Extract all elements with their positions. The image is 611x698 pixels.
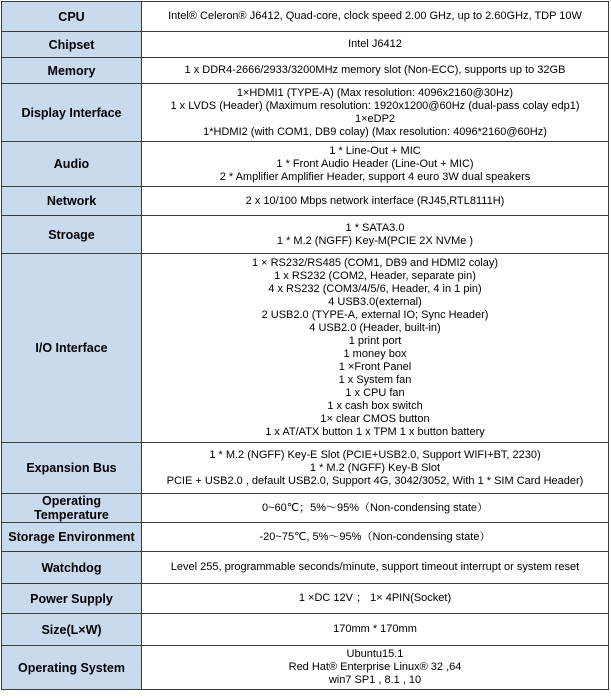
spec-label: Operating Temperature — [2, 494, 142, 523]
spec-value-line: 170mm * 170mm — [333, 623, 417, 635]
spec-row-watchdog — [2, 552, 609, 584]
spec-value — [142, 58, 609, 84]
spec-value-line: Intel® Celeron® J6412, Quad-core, clock speed 2.00 GHz, up to 2.60GHz, TDP 10W — [168, 10, 582, 22]
spec-value-line: 1 x RS232 (COM2, Header, separate pin) — [274, 270, 476, 282]
spec-value-line: 1 * M.2 (NGFF) Key-B Slot — [309, 461, 441, 474]
spec-row-audio — [2, 142, 609, 187]
spec-value-line: Intel J6412 — [348, 38, 402, 50]
spec-value-line: 1 * Front Audio Header (Line-Out + MIC) — [276, 157, 474, 170]
spec-value-line: 1 x AT/ATX button 1 x TPM 1 x button battery — [265, 426, 485, 438]
spec-value — [142, 32, 609, 58]
spec-value-line: 2 USB2.0 (TYPE-A, external IO; Sync Header) — [261, 309, 489, 321]
spec-value — [142, 646, 609, 690]
spec-label: Stroage — [2, 216, 142, 254]
spec-row-cpu — [2, 2, 609, 32]
spec-label: Audio — [2, 142, 142, 187]
spec-value-line: 1×HDMI1 (TYPE-A) (Max resolution: 4096x2160@30Hz) — [236, 86, 514, 99]
spec-label: Size(L×W) — [2, 614, 142, 646]
spec-value-line: 1 * SATA3.0 — [345, 221, 405, 234]
spec-row-power-supply — [2, 584, 609, 614]
spec-row-display-interface — [2, 84, 609, 142]
spec-value — [142, 254, 609, 443]
spec-value-line: 1 money box — [343, 348, 407, 360]
spec-value-line: -20~75℃, 5%～95%（Non-condensing state） — [259, 530, 491, 543]
spec-value — [142, 142, 609, 187]
spec-label: CPU — [2, 2, 142, 32]
spec-value — [142, 443, 609, 494]
spec-label: Network — [2, 187, 142, 216]
spec-value — [142, 552, 609, 584]
spec-value-line: 1 * M.2 (NGFF) Key-M(PCIE 2X NVMe ) — [276, 234, 474, 247]
spec-value-line: Red Hat® Enterprise Linux® 32 ,64 — [288, 661, 462, 673]
spec-value — [142, 614, 609, 646]
spec-value-line: 4 USB2.0 (Header, built-in) — [309, 322, 441, 334]
spec-row-expansion-bus — [2, 443, 609, 494]
spec-value-line: 1× clear CMOS button — [320, 413, 430, 425]
spec-value — [142, 187, 609, 216]
spec-table — [1, 1, 609, 690]
spec-row-network — [2, 187, 609, 216]
spec-row-stroage — [2, 216, 609, 254]
spec-value-line: 1 print port — [348, 335, 402, 347]
spec-value-line: 1 * M.2 (NGFF) Key-E Slot (PCIE+USB2.0, Support WIFI+BT, 2230) — [209, 448, 541, 461]
spec-value — [142, 216, 609, 254]
spec-row-operating-system — [2, 646, 609, 690]
spec-row-memory — [2, 58, 609, 84]
spec-label: Display Interface — [2, 84, 142, 142]
spec-value — [142, 494, 609, 523]
spec-row-i-o-interface — [2, 254, 609, 443]
spec-row-size-l-w — [2, 614, 609, 646]
spec-label: Expansion Bus — [2, 443, 142, 494]
spec-value-line: 4 USB3.0(external) — [328, 296, 422, 308]
spec-value-line: Ubuntu15.1 — [346, 648, 404, 660]
spec-value-line: win7 SP1 , 8.1 , 10 — [328, 674, 422, 686]
spec-value — [142, 84, 609, 142]
spec-label: Chipset — [2, 32, 142, 58]
spec-value-line: 1×eDP2 — [354, 112, 396, 125]
spec-value-line: 0~60℃；5%～95%（Non-condensing state） — [261, 501, 489, 514]
spec-label: Operating System — [2, 646, 142, 690]
spec-value-line: PCIE + USB2.0 , default USB2.0, Support 4G, 3042/3052, With 1 * SIM Card Header) — [166, 474, 584, 487]
spec-value — [142, 2, 609, 32]
spec-value-line: 2 x 10/100 Mbps network interface (RJ45,RTL8111H) — [245, 194, 505, 207]
spec-value — [142, 523, 609, 552]
spec-value-line: 1 x cash box switch — [327, 400, 423, 412]
spec-value-line: 2 * Amplifier Amplifier Header, support 4 euro 3W dual speakers — [219, 170, 531, 183]
spec-label: Power Supply — [2, 584, 142, 614]
spec-value — [142, 584, 609, 614]
spec-value-line: 1 ×DC 12V ； 1× 4PIN(Socket) — [298, 592, 452, 604]
spec-value-line: 1 ×Front Panel — [338, 361, 412, 373]
spec-label: Watchdog — [2, 552, 142, 584]
spec-row-storage-environment — [2, 523, 609, 552]
spec-label: Storage Environment — [2, 523, 142, 552]
spec-value-line: 1 x LVDS (Header) (Maximum resolution: 1920x1200@60Hz (dual-pass colay edp1) — [170, 99, 580, 112]
spec-label: Memory — [2, 58, 142, 84]
spec-value-line: Level 255, programmable seconds/minute, support timeout interrupt or system reset — [170, 561, 580, 573]
spec-value-line: 1 x System fan — [338, 374, 412, 386]
spec-value-line: 1*HDMI2 (with COM1, DB9 colay) (Max resolution: 4096*2160@60Hz) — [203, 125, 547, 138]
spec-value-line: 1 x CPU fan — [345, 387, 405, 399]
spec-row-operating-temperature — [2, 494, 609, 523]
spec-value-line: 4 x RS232 (COM3/4/5/6, Header, 4 in 1 pin) — [268, 283, 482, 295]
spec-table-body — [2, 2, 609, 690]
spec-row-chipset — [2, 32, 609, 58]
spec-label: I/O Interface — [2, 254, 142, 443]
spec-value-line: 1 x DDR4-2666/2933/3200MHz memory slot (Non-ECC), supports up to 32GB — [184, 64, 566, 76]
spec-value-line: 1 * Line-Out + MIC — [329, 144, 421, 157]
spec-value-line: 1 × RS232/RS485 (COM1, DB9 and HDMI2 colay) — [251, 257, 499, 269]
